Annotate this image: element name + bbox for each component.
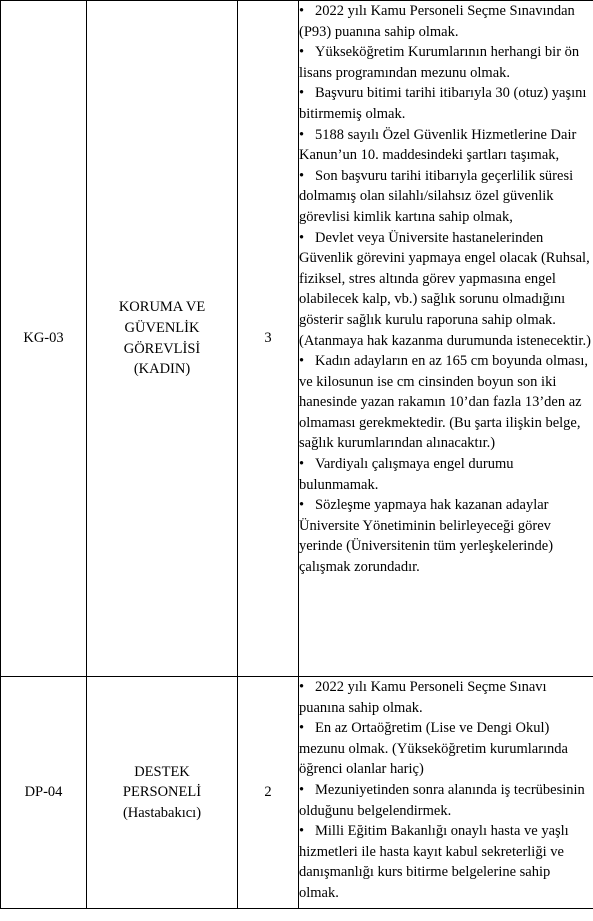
requirement-item	[299, 821, 593, 903]
position-title-line: DESTEK	[134, 763, 190, 780]
bullet-icon: •	[299, 167, 305, 184]
requirement-item	[299, 495, 593, 577]
requirement-item	[299, 454, 593, 495]
bullet-icon: •	[299, 720, 305, 737]
positions-table-body	[1, 1, 593, 909]
position-count: 2	[238, 677, 299, 909]
requirement-item	[299, 83, 593, 124]
position-title-line: KORUMA VE	[118, 299, 206, 316]
position-code: KG-03	[1, 1, 87, 677]
requirement-text: Devlet veya Üniversite hastanelerinden Güvenlik görevini yapmaya engel olacak (Ruhsal, fiziksel, stres altında görev yapmasına engel olabilecek kalp, vb.) sağlık sorunu olmadığını gösterir sağlık kurulu raporuna sahip olmak. (Atanmaya hak kazanma durumunda istenecektir.)	[299, 229, 591, 349]
requirement-item	[299, 677, 593, 718]
requirement-text: Vardiyalı çalışmaya engel durumu bulunmamak.	[299, 456, 514, 493]
requirement-item	[299, 1, 593, 42]
table-row	[1, 1, 593, 677]
bullet-icon: •	[299, 3, 305, 19]
table-row	[1, 677, 593, 909]
position-count: 3	[238, 1, 299, 677]
requirement-item	[299, 228, 593, 352]
bullet-icon: •	[299, 823, 305, 840]
position-title-line: GÜVENLİK	[124, 319, 200, 336]
requirement-text: Mezuniyetinden sonra alanında iş tecrübesinin olduğunu belgelendirmek.	[299, 781, 585, 819]
requirements-list	[299, 677, 593, 904]
requirement-text: Kadın adayların en az 165 cm boyunda olması, ve kilosunun ise cm cinsinden boyun son iki hanesinde yazan rakamın 10’dan fazla 13’den az olmaması gerekmektedir. (Bu şarta ilişkin belge, sağlık kurumlarından alınacaktır.)	[299, 353, 589, 452]
requirement-text: Yükseköğretim Kurumlarının herhangi bir ön lisans programından mezunu olmak.	[299, 44, 580, 81]
requirements-list	[299, 1, 593, 578]
bullet-icon: •	[299, 781, 305, 798]
requirement-text: En az Ortaöğretim (Lise ve Dengi Okul) mezunu olmak. (Yükseköğretim kurumlarında öğrenci olanlar hariç)	[299, 720, 568, 778]
bullet-icon: •	[299, 679, 305, 695]
requirement-item	[299, 166, 593, 228]
bullet-icon: •	[299, 353, 305, 370]
bullet-icon: •	[299, 497, 305, 514]
requirement-item	[299, 780, 593, 821]
position-title	[87, 1, 238, 677]
requirement-text: Sözleşme yapmaya hak kazanan adaylar Üniversite Yönetiminin belirleyeceği görev yerinde (Üniversitenin tüm yerleşkelerinde) çalışmak zorundadır.	[299, 497, 554, 576]
position-title-line: GÖREVLİSİ	[123, 340, 201, 357]
position-title-line: (KADIN)	[133, 361, 191, 378]
requirement-text: 5188 sayılı Özel Güvenlik Hizmetlerine Dair Kanun’un 10. maddesindeki şartları taşımak,	[299, 126, 577, 164]
bullet-icon: •	[299, 85, 305, 102]
requirement-text: Milli Eğitim Bakanlığı onaylı hasta ve yaşlı hizmetleri ile hasta kayıt kabul sekreterliği ve danışmanlığı kurs bitirme belgelerine sahip olmak.	[299, 823, 569, 901]
position-title	[87, 677, 238, 909]
requirement-item	[299, 42, 593, 83]
requirement-text: Başvuru bitimi tarihi itibarıyla 30 (otuz) yaşını bitirmemiş olmak.	[299, 85, 587, 122]
position-code: DP-04	[1, 677, 87, 909]
bullet-icon: •	[299, 456, 305, 473]
requirements-cell	[299, 677, 593, 909]
bullet-icon: •	[299, 126, 305, 143]
bullet-icon: •	[299, 229, 305, 246]
requirement-text: 2022 yılı Kamu Personeli Seçme Sınavından (P93) puanına sahip olmak.	[299, 3, 575, 40]
requirement-item	[299, 718, 593, 780]
position-title-line: PERSONELİ	[122, 784, 202, 801]
position-title-line: (Hastabakıcı)	[122, 804, 202, 821]
requirement-text: 2022 yılı Kamu Personeli Seçme Sınavı puanına sahip olmak.	[299, 679, 547, 716]
bullet-icon: •	[299, 44, 305, 61]
requirement-item	[299, 351, 593, 454]
requirement-text: Son başvuru tarihi itibarıyla geçerlilik süresi dolmamış olan silahlı/silahsız özel güvenlik görevlisi kimlik kartına sahip olmak,	[299, 167, 574, 225]
requirements-cell	[299, 1, 593, 677]
requirement-item	[299, 125, 593, 166]
